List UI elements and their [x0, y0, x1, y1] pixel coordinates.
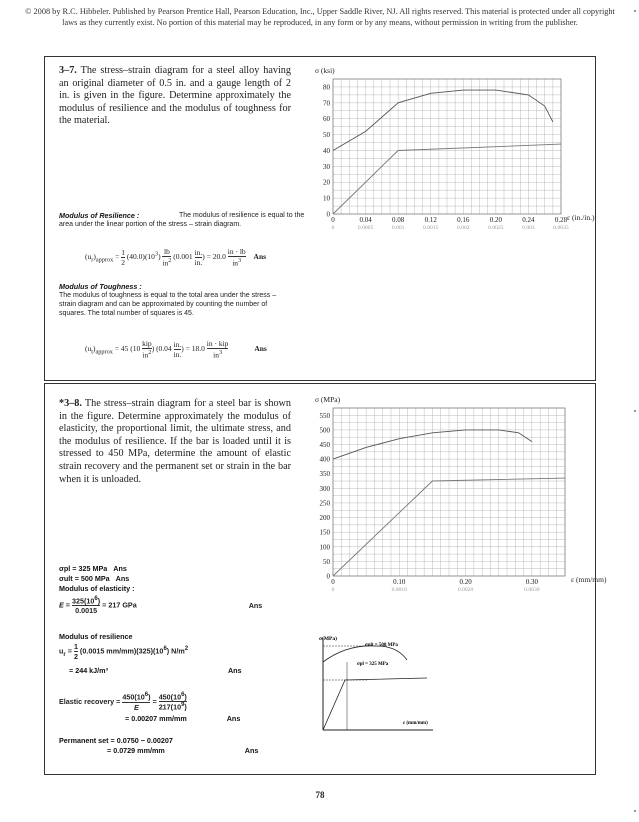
y-tick-label: 0: [326, 572, 330, 581]
problem-text: The stress–strain diagram for a steel alloy having an original diameter of 0.5 in. and a gauge length of 2 in. is given in the figure. Determine approximately the modulus of resilience and the modulus of toughness for the material.: [59, 65, 291, 127]
resilience-heading-2: Modulus of resilience: [59, 632, 133, 641]
x-tick-label: 0: [331, 578, 335, 586]
sketch-curve: [323, 646, 407, 662]
problem-number: *3–8.: [59, 398, 82, 409]
x-tick-label: 0.04: [359, 216, 372, 224]
x-tick-label-lower: 0.003: [522, 225, 535, 231]
y-tick-label: 400: [319, 455, 330, 464]
sketch-ult-label: σult = 500 MPa: [365, 643, 398, 648]
x-axis-label: ε (mm/mm): [571, 575, 607, 584]
x-tick-label-lower: 0.0025: [488, 225, 504, 231]
y-tick-label: 10: [323, 194, 330, 203]
x-tick-label-lower: 0.0030: [524, 587, 540, 593]
x-tick-label: 0: [331, 216, 335, 224]
x-tick-label-lower: 0: [331, 587, 335, 593]
page-number: 78: [315, 790, 325, 800]
y-tick-label: 300: [319, 484, 330, 493]
y-tick-label: 100: [319, 543, 330, 552]
series-line-1: [333, 90, 553, 150]
margin-mark: [634, 810, 636, 812]
y-axis-label: σ (ksi): [315, 66, 335, 75]
y-tick-label: 70: [323, 99, 330, 108]
pl-result: σpl = 325 MPa Ans: [59, 564, 127, 573]
resilience-result: = 20.0: [206, 251, 226, 261]
permanent-set-value: = 0.0729 mm/mm Ans: [107, 746, 259, 755]
toughness-result: = 18.0: [185, 343, 205, 353]
resilience-ans: Ans: [253, 251, 267, 261]
x-tick-label-lower: 0.0010: [391, 587, 407, 593]
problem-text: The stress–strain diagram for a steel bar is shown in the figure. Determine approximately the modulus of elasticity, the proportional limit, the ultimate stress, and the modulus of resilience. If the bar is loaded until it is stressed to 450 MPa, determine the amount of elastic strain recovery and the permanent set or strain in the bar when it is unloaded.: [59, 398, 291, 485]
elastic-recovery-equation: Elastic recovery = $\frac{450(10^6)}{E}$ = $450(10^6)$ $217(10^9)$: [59, 692, 187, 712]
x-tick-label: 0.16: [457, 216, 470, 224]
copyright-notice: © 2008 by R.C. Hibbeler. Published by Pearson Prentice Hall, Pearson Education, Inc., Upper Saddle River, NJ. All rights reserved. This material is protected under all copyright laws as they currently exist. No portion of this material may be reproduced, in any form or by any means, without permission in writing from the publisher.: [25, 7, 615, 27]
x-tick-label-lower: 0.0005: [357, 225, 374, 231]
y-tick-label: 550: [319, 411, 330, 420]
x-tick-label-lower: 0.001: [391, 225, 405, 231]
resilience-text: The modulus of resilience is equal to the area under the linear portion of the stress – strain diagram.: [59, 212, 305, 228]
stress-strain-chart-2: [303, 395, 607, 606]
resilience-heading: Modulus of Resilience :: [59, 211, 140, 220]
sketch-pl-label: σpl = 325 MPa: [357, 662, 389, 667]
sketch-ylabel: σ(MPa): [319, 636, 337, 642]
problem-number: 3–7.: [59, 65, 77, 76]
stress-strain-chart-1: [305, 63, 595, 245]
x-tick-label: 0.08: [392, 216, 405, 224]
y-tick-label: 60: [323, 115, 330, 124]
margin-mark: [634, 10, 636, 12]
problem-3-7-panel: [44, 56, 596, 381]
problem-3-7-statement: [59, 65, 291, 128]
x-tick-label: 0.28: [554, 216, 568, 224]
y-tick-label: 350: [319, 470, 330, 479]
stress-strain-sketch: [307, 632, 437, 740]
y-tick-label: 30: [323, 162, 330, 171]
x-tick-label-lower: 0.002: [456, 225, 470, 231]
y-tick-label: 500: [319, 426, 330, 435]
elastic-recovery-value: = 0.00207 mm/mm Ans: [125, 714, 241, 723]
x-tick-label: 0.12: [424, 216, 437, 224]
x-tick-label: 0.24: [522, 216, 535, 224]
x-axis-label: ε (in./in.): [567, 213, 595, 222]
y-tick-label: 50: [323, 557, 330, 566]
y-tick-label: 40: [323, 146, 330, 155]
E-equation: E = $325(10^6)$ 0.0015 = 217 GPa Ans: [59, 596, 263, 616]
margin-mark: [634, 410, 636, 412]
y-tick-label: 450: [319, 441, 330, 450]
y-tick-label: 20: [323, 178, 330, 187]
problem-3-8-panel: [44, 383, 607, 775]
y-tick-label: 0: [326, 210, 330, 219]
toughness-ans: Ans: [254, 343, 267, 353]
problem-3-8-statement: [59, 398, 291, 486]
permanent-set-equation: Permanent set = 0.0750 − 0.00207: [59, 736, 173, 745]
x-tick-label-lower: 0: [331, 225, 335, 231]
toughness-heading: Modulus of Toughness :: [59, 282, 142, 291]
x-tick-label-lower: 0.0035: [553, 225, 569, 231]
ur-equation: $u_r$ = 1 2 (0.0015 $mm/mm)(325)(10^6)$ $N/m^2$: [59, 642, 189, 661]
y-tick-label: 150: [319, 528, 330, 537]
toughness-equation: $(u_t)_{approx} = 45$ (10 kip $in^2$) (0.04 in. in.) = 18.0 in · kip $in^3$ Ans: [85, 339, 267, 360]
x-tick-label-lower: 0.0015: [423, 225, 439, 231]
y-axis-label: σ (MPa): [315, 395, 341, 404]
x-tick-label: 0.10: [393, 578, 406, 586]
y-tick-label: 50: [323, 131, 330, 140]
x-tick-label: 0.20: [459, 578, 472, 586]
x-tick-label: 0.30: [525, 578, 538, 586]
toughness-text: The modulus of toughness is equal to the total area under the stress – strain diagram and can be approximated by counting the number of squares. The total number of squares is 45.: [59, 292, 277, 317]
sketch-xlabel: ε (mm/mm): [403, 721, 428, 726]
modulus-elasticity-heading: Modulus of elasticity :: [59, 584, 135, 593]
x-tick-label: 0.20: [489, 216, 502, 224]
y-tick-label: 200: [319, 514, 330, 523]
x-tick-label-lower: 0.0020: [457, 587, 474, 593]
resilience-equation: $(u_r)_{approx}$ = 1 2 $(40.0)(10^3)$ lb $in^2$ (0.001 in. in.) = 20.0 in · lb $in^3$ Ans: [85, 247, 267, 268]
ult-result: σult = 500 MPa Ans: [59, 574, 130, 583]
y-tick-label: 80: [323, 83, 330, 92]
y-tick-label: 250: [319, 499, 330, 508]
ur-value: = 244 kJ/m³ Ans: [69, 666, 242, 675]
